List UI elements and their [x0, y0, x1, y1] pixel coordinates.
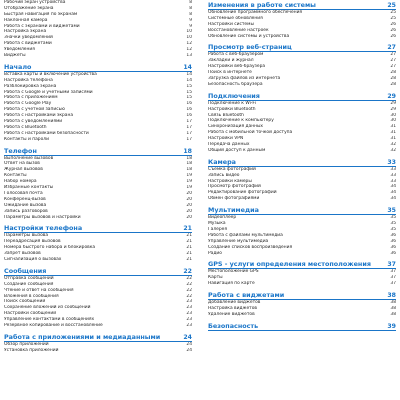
right-section [208, 42, 396, 87]
toc-entry-text: Настройки системы [208, 21, 254, 27]
toc-entry-text: Набор номера [4, 179, 37, 185]
section-page-number: 25 [387, 2, 396, 9]
toc-entry-page: 9 [189, 17, 192, 23]
toc-entry-page: 21 [186, 256, 192, 262]
toc-entry-text: Настройки сообщений [4, 311, 57, 317]
toc-entry-page: 26 [390, 21, 396, 27]
toc-entry-page: 21 [186, 251, 192, 257]
toc-entry-page: 36 [390, 250, 396, 256]
toc-entry-page: 25 [390, 15, 396, 21]
left-section [4, 223, 192, 262]
section-page-number: 24 [183, 333, 192, 341]
toc-entry-text: Карты [208, 275, 223, 281]
toc-entry-page: 21 [186, 233, 192, 239]
section-heading[interactable] [208, 0, 396, 10]
toc-entry-text: Номера быстрого набора и блокировка [4, 245, 96, 251]
toc-entry-page: 17 [186, 124, 192, 130]
toc-entry-page: 33 [390, 166, 396, 172]
toc-entry-text: Параметры вызова [4, 233, 49, 239]
toc-entry-text: Запрет вызовов [4, 251, 41, 257]
toc-entry-text: Работа с экранами и виджетами [4, 23, 80, 29]
toc-entry-text: Значки уведомлений [4, 35, 53, 41]
toc-entry-text: Работа с Google Play [4, 101, 52, 107]
toc-entry-page: 20 [186, 214, 192, 220]
toc-entry-page: 9 [189, 23, 192, 29]
toc-entry-page: 22 [186, 275, 192, 281]
toc-entry-text: Закладки и журнал [208, 58, 254, 64]
toc-entry-page: 20 [186, 196, 192, 202]
toc-entry-page: 36 [390, 238, 396, 244]
toc-entry-text: Работа с веб-браузером [208, 52, 264, 58]
toc-entry-text: Передача данных [208, 142, 250, 148]
toc-entry[interactable] [208, 251, 396, 257]
toc-entry-page: 28 [390, 76, 396, 82]
toc-entry[interactable] [208, 148, 396, 154]
toc-entry-page: 36 [390, 244, 396, 250]
toc-entry-text: Вставка карты и включение устройства [4, 71, 97, 77]
right-section [208, 259, 396, 287]
right-section [208, 157, 396, 202]
toc-entry-page: 26 [390, 33, 396, 39]
toc-entry-text: Галерея [208, 226, 228, 232]
toc-entry-page: 24 [186, 347, 192, 353]
right-section [208, 321, 396, 331]
toc-entry[interactable] [4, 348, 192, 354]
toc-entry-page: 37 [390, 281, 396, 287]
toc-entry-text: Настройка виджетов [208, 305, 257, 311]
toc-entry-page: 28 [390, 81, 396, 87]
toc-entry-text: Подключение к компьютеру [208, 118, 274, 124]
toc-entry-text: Подключение к Wi-Fi [208, 100, 256, 106]
toc-entry-page: 18 [186, 155, 192, 161]
toc-entry-page: 35 [390, 226, 396, 232]
toc-entry-page: 23 [186, 299, 192, 305]
toc-entry-page: 10 [186, 29, 192, 35]
right-section [208, 205, 396, 256]
toc-entry-text: Музыка [208, 221, 226, 227]
toc-entry-text: Местоположение GPS [208, 269, 259, 275]
toc-entry-page: 21 [186, 239, 192, 245]
toc-entry-page: 16 [186, 113, 192, 119]
toc-entry-page: 28 [390, 70, 396, 76]
toc-entry-page: 17 [186, 119, 192, 125]
section-heading[interactable] [208, 205, 396, 215]
toc-entry-text: Журнал вызовов [4, 167, 43, 173]
toc-entry-text: Отображение экрана [4, 5, 54, 11]
toc-entry-text: Системные обновления [208, 15, 263, 21]
toc-entry-text: Добавление виджетов [208, 300, 261, 306]
toc-entry-text: Запись разговоров [4, 208, 48, 214]
toc-entry-page: 19 [186, 179, 192, 185]
section-heading[interactable] [4, 332, 192, 342]
toc-entry-text: Видеоплеер [208, 215, 237, 221]
section-page-number: 39 [387, 322, 396, 330]
toc-entry-page: 31 [390, 136, 396, 142]
section-page-number: 38 [387, 292, 396, 300]
toc-entry-text: Ответ на вызов [4, 161, 40, 167]
toc-entry-page: 25 [390, 10, 396, 15]
toc-right-column [208, 0, 396, 334]
toc-entry-page: 38 [390, 300, 396, 306]
right-section [208, 290, 396, 318]
toc-entry-text: Избранные контакты [4, 185, 54, 191]
section-title: GPS - услуги определения местоположения [208, 260, 371, 269]
toc-entry-text: Редактирование фотографий [208, 190, 277, 196]
section-page-number: 33 [387, 158, 396, 166]
toc-entry-text: Работа с файлами мультимедиа [208, 232, 283, 238]
toc-entry-page: 20 [186, 208, 192, 214]
toc-entry-page: 34 [390, 190, 396, 196]
toc-entry-text: Удаление виджетов [208, 311, 255, 317]
section-title: Телефон [4, 146, 37, 155]
left-section [4, 0, 192, 59]
toc-entry-page: 32 [390, 147, 396, 153]
toc-entry-page: 37 [390, 269, 396, 275]
toc-entry-page: 18 [186, 161, 192, 167]
section-page-number: 35 [387, 207, 396, 215]
toc-entry-page: 37 [390, 275, 396, 281]
toc-entry-page: 13 [186, 53, 192, 59]
right-section [208, 0, 396, 39]
toc-entry-text: Управление контактами в сообщениях [4, 317, 95, 323]
toc-entry-page: 36 [390, 232, 396, 238]
toc-entry-page: 15 [186, 95, 192, 101]
section-page-number: 22 [183, 267, 192, 275]
left-section [4, 332, 192, 354]
toc-entry-page: 8 [189, 11, 192, 17]
section-heading[interactable] [208, 259, 396, 269]
toc-entry-page: 18 [186, 167, 192, 173]
toc-entry-text: Работа с Google и учетными записями [4, 89, 93, 95]
toc-entry-text: Работа с Bluetooth [4, 124, 47, 130]
toc-entry-page: 31 [390, 124, 396, 130]
toc-entry-text: Параметры вызовов и настройки [4, 214, 81, 220]
toc-entry-text: Обновление системы и устройства [208, 33, 290, 39]
toc-entry-page: 30 [390, 118, 396, 124]
toc-entry-page: 33 [390, 172, 396, 178]
toc-entry-page: 35 [390, 215, 396, 221]
section-title: Безопасность [208, 321, 259, 330]
section-title: Работа с приложениями и медиаданными [4, 332, 161, 341]
toc-entry-page: 15 [186, 89, 192, 95]
toc-entry-page: 17 [186, 136, 192, 142]
toc-left-column [4, 0, 192, 357]
toc-entry-page: 27 [390, 58, 396, 64]
section-title: Камера [208, 157, 236, 166]
toc-entry-text: Запись видео [208, 172, 240, 178]
toc-entry-text: Виджеты [4, 53, 26, 59]
section-heading[interactable] [208, 290, 396, 300]
section-page-number: 27 [387, 44, 396, 52]
toc-entry-text: Обновление программного обеспечения [208, 10, 303, 15]
toc-entry-text: Быстрая навигация по экранам [4, 11, 78, 17]
toc-entry-page: 26 [390, 27, 396, 33]
section-title: Подключения [208, 91, 260, 100]
toc-entry-text: Сохранение вложений из сообщений [4, 305, 91, 311]
toc-entry-text: Работа с уведомлениями [4, 119, 63, 125]
toc-entry-page: 23 [186, 305, 192, 311]
right-section [208, 91, 396, 154]
toc-entry-text: Создание сообщения [4, 281, 54, 287]
toc-entry[interactable] [208, 312, 396, 318]
toc-entry-text: Настройки камеры [208, 178, 252, 184]
section-heading[interactable] [208, 42, 396, 52]
section-heading[interactable] [4, 62, 192, 72]
toc-entry-page: 20 [186, 202, 192, 208]
toc-entry-text: Общий доступ к данным [208, 147, 266, 153]
section-title: Изменения в работе системы [208, 1, 316, 9]
toc-entry-text: Работа с учетной записью [4, 107, 65, 113]
toc-entry-text: Контакты [4, 173, 27, 179]
toc-entry-text: Чтение и ответ на сообщения [4, 287, 74, 293]
toc-entry-page: 24 [186, 341, 192, 347]
toc-entry-page: 21 [186, 245, 192, 251]
toc-entry[interactable] [4, 257, 192, 263]
section-title: Просмотр веб-страниц [208, 43, 292, 52]
toc-entry-text: Голосовая почта [4, 190, 43, 196]
toc-entry-text: Конференц-вызов [4, 196, 46, 202]
section-heading[interactable] [4, 266, 192, 276]
section-heading[interactable] [208, 321, 396, 331]
left-section [4, 146, 192, 221]
left-section [4, 266, 192, 329]
toc-entry-page: 17 [186, 130, 192, 136]
section-title: Сообщения [4, 266, 47, 275]
toc-entry-text: Сигнализация о вызовах [4, 256, 62, 262]
toc-entry-page: 8 [189, 5, 192, 11]
toc-entry-page: 22 [186, 287, 192, 293]
toc-entry-text: Настройка телефона [4, 77, 53, 83]
toc-entry-page: 22 [186, 281, 192, 287]
toc-entry-page: 16 [186, 101, 192, 107]
toc-entry-page: 12 [186, 41, 192, 47]
toc-entry-text: Обзор приложений [4, 341, 49, 347]
toc-entry[interactable] [208, 196, 396, 202]
section-page-number: 21 [183, 225, 192, 233]
toc-entry[interactable] [208, 281, 396, 287]
toc-entry-page: 27 [390, 52, 396, 58]
toc-entry-page: 38 [390, 311, 396, 317]
toc-entry-page: 23 [186, 317, 192, 323]
toc-entry-text: Настройки веб-браузера [208, 64, 266, 70]
toc-entry-page: 30 [390, 112, 396, 118]
toc-entry-page: 15 [186, 83, 192, 89]
toc-entry-page: 10 [186, 35, 192, 41]
toc-entry[interactable] [208, 82, 396, 88]
toc-entry-page: 14 [186, 77, 192, 83]
toc-entry-page: 12 [186, 47, 192, 53]
section-title: Начало [4, 62, 32, 71]
toc-entry-text: Выполнение вызовов [4, 155, 54, 161]
toc-entry-page: 34 [390, 184, 396, 190]
toc-entry-text: Отправка сообщений [4, 275, 54, 281]
toc-entry-text: Уведомления [4, 47, 35, 53]
toc-entry-text: Разблокировка экрана [4, 83, 57, 89]
toc-entry-text: Контакты и пароли [4, 136, 49, 142]
toc-entry-text: Безопасность браузера [208, 81, 263, 87]
section-heading[interactable] [208, 157, 396, 167]
toc-entry-page: 23 [186, 322, 192, 328]
toc-entry-page: 35 [390, 221, 396, 227]
toc-entry-page: 19 [186, 173, 192, 179]
section-heading[interactable] [4, 146, 192, 156]
toc-entry-text: Просмотр фотографий [208, 184, 261, 190]
left-section [4, 62, 192, 143]
toc-entry-page: 31 [390, 130, 396, 136]
toc-entry-page: 20 [186, 190, 192, 196]
section-title: Мультимедиа [208, 206, 259, 215]
toc-entry-text: Поиск сообщений [4, 299, 46, 305]
toc-entry-text: Восстановление настроек [208, 27, 269, 33]
section-page-number: 29 [387, 92, 396, 100]
toc-entry[interactable] [4, 53, 192, 59]
section-page-number: 14 [183, 63, 192, 71]
toc-entry-text: Радио [208, 250, 222, 256]
toc-entry-page: 23 [186, 311, 192, 317]
toc-entry-text: Навигация по карте [208, 281, 255, 287]
toc-entry-text: Рабочий экран устройства [4, 0, 66, 5]
toc-entry-page: 27 [390, 64, 396, 70]
toc-entry-page: 29 [390, 100, 396, 106]
section-page-number: 37 [387, 261, 396, 269]
toc-entry-text: Работа с мобильной точкой доступа [208, 130, 293, 136]
section-heading[interactable] [4, 223, 192, 233]
toc-entry-text: Поиск в интернете [208, 70, 252, 76]
toc-entry-text: Работа с настройками безопасности [4, 130, 89, 136]
toc-entry[interactable] [4, 215, 192, 221]
toc-entry-text: Настройки VPN [208, 136, 244, 142]
toc-entry-page: 34 [390, 196, 396, 202]
toc-entry-text: Работа с настройками экрана [4, 113, 74, 119]
toc-entry-text: Переадресация вызовов [4, 239, 61, 245]
toc-entry-page: 38 [390, 305, 396, 311]
toc-entry-text: Настройка экрана [4, 29, 47, 35]
toc-entry-text: Съемка фотографий [208, 166, 256, 172]
toc-entry-page: 14 [186, 71, 192, 77]
toc-entry-page: 32 [390, 142, 396, 148]
toc-entry-text: Загрузка файлов из интернета [208, 76, 281, 82]
toc-entry-text: Настройки Bluetooth [208, 106, 256, 112]
toc-entry-text: Вложения в сообщения [4, 293, 59, 299]
toc-entry-page: 16 [186, 107, 192, 113]
toc-entry-text: Ожидание вызова [4, 202, 47, 208]
section-page-number: 18 [183, 147, 192, 155]
toc-entry-text: Установка приложений [4, 347, 59, 353]
toc-entry[interactable] [4, 137, 192, 143]
toc-entry-text: Связь Bluetooth [208, 112, 244, 118]
toc-entry[interactable] [208, 34, 396, 40]
toc-entry-text: Создание списков воспроизведения [208, 244, 293, 250]
toc-entry-text: Управление мультимедиа [208, 238, 269, 244]
toc-entry-page: 22 [186, 293, 192, 299]
toc-entry-page: 8 [189, 0, 192, 5]
toc-entry-text: Синхронизация данных [208, 124, 264, 130]
section-heading[interactable] [208, 91, 396, 101]
toc-entry-page: 29 [390, 106, 396, 112]
section-title: Работа с виджетами [208, 291, 285, 300]
toc-entry-text: Обмен фотографиями [208, 196, 260, 202]
toc-entry[interactable] [4, 323, 192, 329]
toc-entry-text: Работа с приложением [4, 95, 58, 101]
toc-entry-page: 19 [186, 185, 192, 191]
toc-entry-text: Работа с виджетами [4, 41, 52, 47]
toc-entry-page: 33 [390, 178, 396, 184]
toc-entry-text: Резервное копирование и восстановление [4, 322, 103, 328]
toc-entry-text: Наклонная камера [4, 17, 48, 23]
section-title: Настройки телефона [4, 224, 83, 233]
